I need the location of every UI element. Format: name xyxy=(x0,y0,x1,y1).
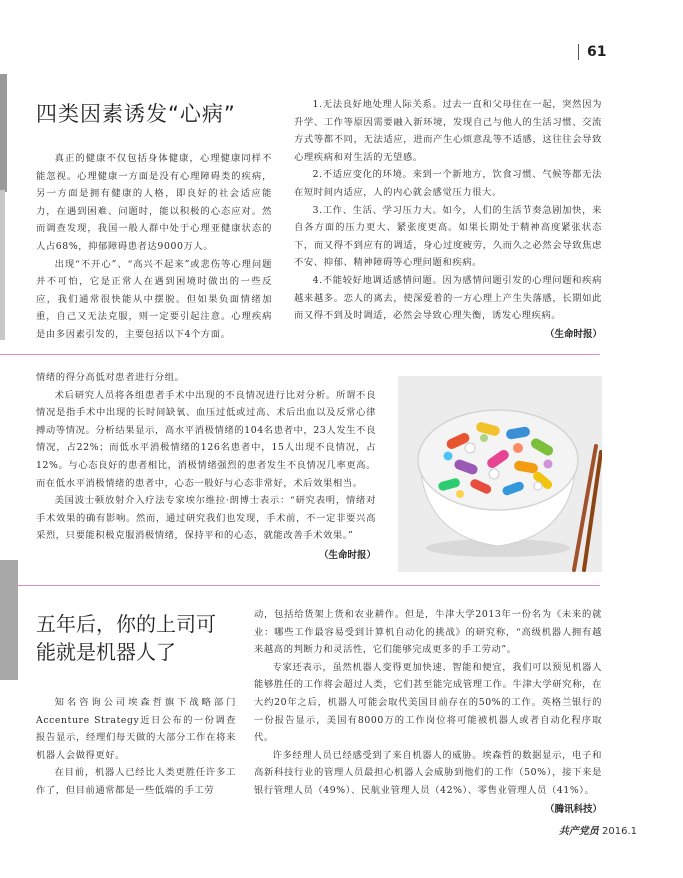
article1-item: 3.工作、生活、学习压力大。如今，人们的生活节奏急剧加快，来自各方面的压力更大、紧张度更高。如果长期处于精神高度紧张状态下，而又得不到应有的调适，身心过度疲劳，久而久之必然会导致焦虑不安、抑郁、精神障碍等心理问题和疾病。 xyxy=(294,204,602,269)
article3-paragraph: 在目前，机器人已经比人类更胜任许多工作了，但目前通常都是一些低端的手工劳 xyxy=(36,767,236,796)
article3-right-column xyxy=(254,606,602,815)
article1-paragraph: 真正的健康不仅包括身体健康，心理健康同样不能忽视。心理健康一方面是没有心理障碍类的疾病，另一方面是拥有健康的人格，即良好的社会适应能力，在遇到困难、问题时，能以积极的心态应对。然而调查发现，我国一般人群中处于心理亚健康状态的人占68%，抑郁障碍患者达9000万人。 xyxy=(36,153,272,252)
pill-bowl-illustration xyxy=(398,376,602,572)
header-divider xyxy=(578,44,579,60)
article1-item: 2.不适应变化的环境。来到一个新地方，饮食习惯、气候等都无法在短时间内适应，人的内心就会感觉压力很大。 xyxy=(294,169,602,198)
article3-source: （腾讯科技） xyxy=(544,803,602,815)
article2-source: （生命时报） xyxy=(318,549,376,561)
article3-paragraph: 知名咨询公司埃森哲旗下战略部门Accenture Strategy近日公布的一份调查报告显示，经理们每天做的大部分工作在将来机器人会做得更好。 xyxy=(36,697,236,761)
article2-paragraph: 术后研究人员将各组患者手术中出现的不良情况进行比对分析。所谓不良情况是指手术中出现的长时间缺氧、血压过低或过高、术后出血以及反常心律搏动等情况。分析结果显示，高水平消极情绪的104名患者中，23人发生不良情况，占22%；而低水平消极情绪的126名患者中，15人出现不良情况，占12%。与心态良好的患者相比，消极情绪强烈的患者发生不良情况几率更高。而在低水平消极情绪的患者中，心态一般好与心态非常好，术后效果相当。 xyxy=(36,389,376,489)
section-divider xyxy=(0,354,600,355)
page-number: 61 xyxy=(587,44,607,60)
page-edge-mid xyxy=(0,190,5,340)
article3-paragraph: 许多经理人员已经感受到了来自机器人的威胁。埃森哲的数据显示，电子和高新科技行业的管理人员最担心机器人会威胁到他们的工作（50%），接下来是银行管理人员（49%）、民航业管理人员（42%）、零售业管理人员（41%）。 xyxy=(254,749,602,796)
pill-bowl-image xyxy=(398,376,602,572)
article1-title: 四类因素诱发“心病” xyxy=(36,102,236,126)
article2-paragraph: 美国波士顿放射介入疗法专家埃尔维拉·朗博士表示：“研究表明，情绪对手术效果的确有影响。然而，通过研究我们也发现，手术前，不一定非要兴高采烈，只要能积极克服消极情绪，保持平和的心态，就能改善手术效果。” xyxy=(36,495,376,542)
article1-paragraph: 出现“不开心”、“高兴不起来”或悲伤等心理问题并不可怕，它是正常人在遇到困境时做出的一些反应，我们通常很快能从中摆脱。但如果负面情绪加重，自己又无法克服，则一定要引起注意。心理疾病是由多因素引发的，主要包括以下4个方面。 xyxy=(36,258,272,340)
article1-source: （生命时报） xyxy=(544,328,602,340)
article3-title xyxy=(36,610,246,666)
footer-magazine-logo: 共产党员 xyxy=(558,826,599,837)
footer xyxy=(559,822,637,837)
article3-title-line2: 能就是机器人了 xyxy=(36,640,176,664)
article2-text xyxy=(36,369,376,561)
article3-paragraph: 专家还表示，虽然机器人变得更加快速、智能和便宜，我们可以预见机器人能够胜任的工作将会超过人类，它们甚至能完成管理工作。牛津大学研究称，在大约20年之后，机器人可能会取代美国目前存在的50%的工作。英格兰银行的一份报告显示，美国有8000万的工作岗位将可能被机器人或者自动化程序取代。 xyxy=(254,661,602,744)
article3-left-column xyxy=(36,694,236,800)
article1-item: 4.不能较好地调适感情问题。因为感情问题引发的心理问题和疾病越来越多。恋人的离去，使深爱着的一方心理上产生失落感，长期如此而又得不到及时调适，必然会导致心理失衡，诱发心理疾病。 xyxy=(294,274,602,322)
article1-item: 1.无法良好地处理人际关系。过去一直和父母住在一起，突然因为升学、工作等原因需要融入新环境，发现自己与他人的生活习惯、交流方式等都不同，无法适应，进而产生心烦意乱等不适感，这往往会导致心理疾病和对生活的无望感。 xyxy=(294,99,602,163)
article2-paragraph: 情绪的得分高低对患者进行分组。 xyxy=(36,372,185,383)
footer-issue: 2016.1 xyxy=(602,826,637,837)
section-divider xyxy=(18,585,600,586)
page-edge-bottom xyxy=(0,560,18,680)
article3-paragraph: 动，包括给货架上货和农业耕作。但是，牛津大学2013年一份名为《未来的就业：哪些工作最容易受到计算机自动化的挑战》的研究称，“高级机器人拥有越来越高的判断力和灵活性，它们能够完成更多的手工劳动”。 xyxy=(254,609,602,656)
article1-right-column xyxy=(294,96,602,340)
page-edge-top xyxy=(0,74,7,192)
article1-left-column xyxy=(36,150,272,344)
article3-title-line1: 五年后，你的上司可 xyxy=(36,612,216,636)
